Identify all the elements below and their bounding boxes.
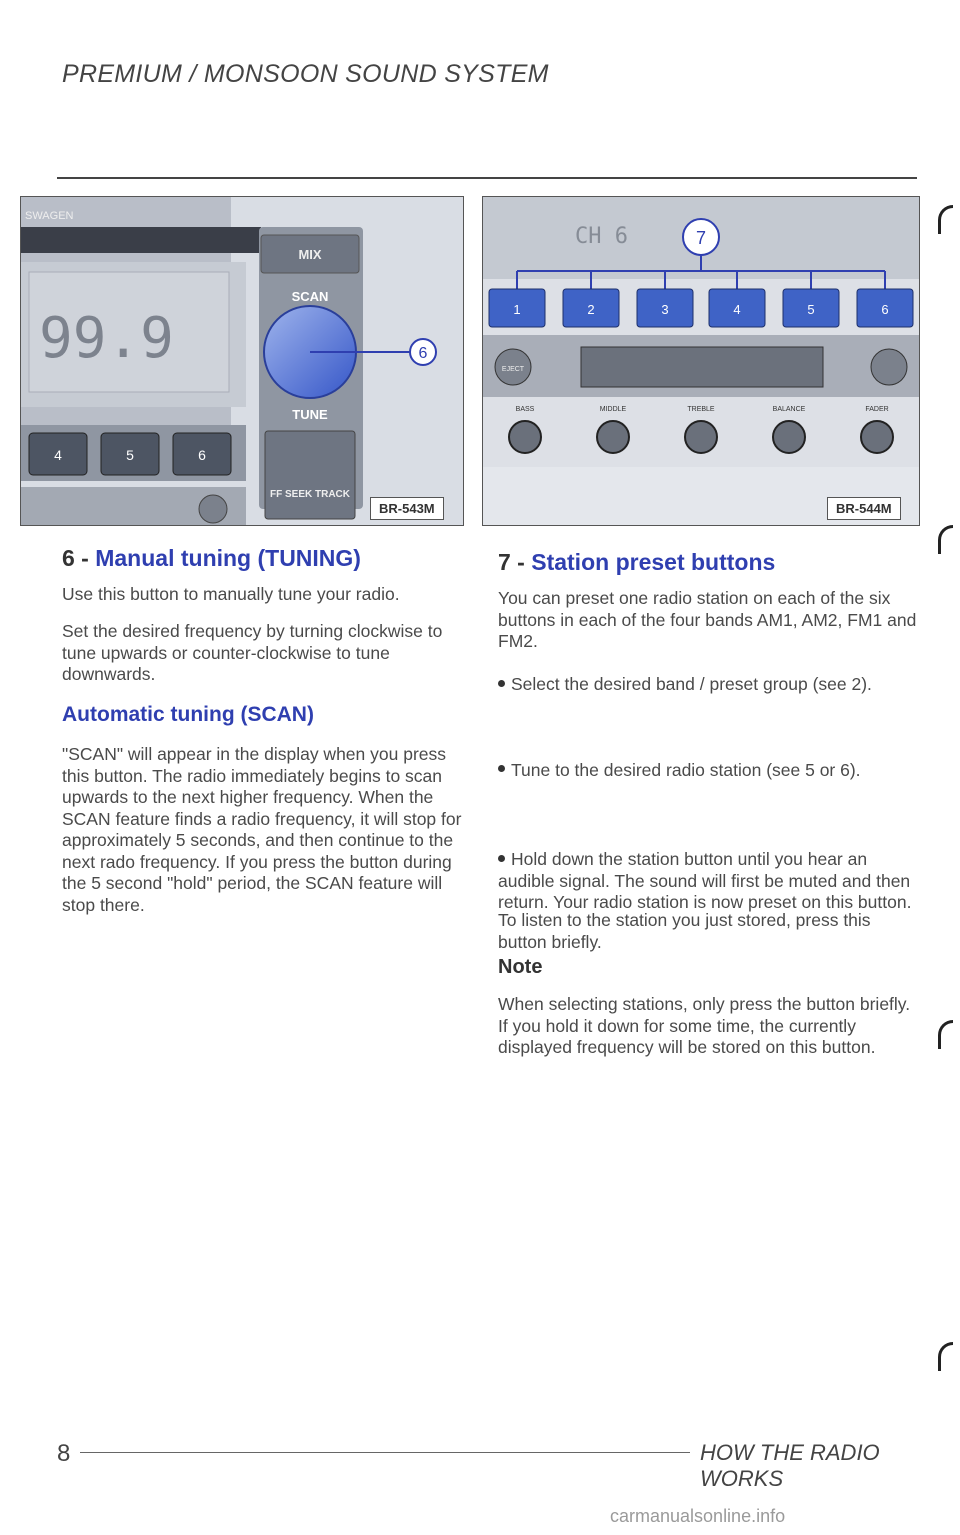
section-6-number: 6 - [62, 545, 89, 571]
channel-readout: CH 6 [575, 224, 628, 249]
preset-buttons-left[interactable] [29, 433, 231, 475]
figure-radio-tune-knob [20, 196, 464, 526]
automatic-tuning-para: "SCAN" will appear in the display when you press this button. The radio immediately begins to scan upwards to the next higher frequency. When the SCAN feature finds a radio frequency, it will stop for approximately 5 seconds, and then continue to the next rado frequency. If you press the button during the 5 second "hold" period, the SCAN feature will stop there. [62, 744, 462, 915]
svg-text:6: 6 [198, 447, 206, 463]
margin-mark [938, 525, 953, 554]
note-text: When selecting stations, only press the button briefly. If you hold it down for some time, the currently displayed frequency will be stored on this button. [498, 994, 911, 1057]
figure-label-br544m: BR-544M [827, 497, 901, 520]
section-7-number: 7 - [498, 549, 525, 575]
scan-label: SCAN [291, 289, 329, 304]
svg-text:4: 4 [733, 302, 741, 317]
page-header-title: PREMIUM / MONSOON SOUND SYSTEM [62, 60, 549, 88]
svg-text:5: 5 [807, 302, 815, 317]
display-readout: 99.9 [39, 306, 174, 371]
page-number: 8 [57, 1440, 71, 1467]
section-6-title [62, 545, 462, 572]
header-divider [57, 177, 917, 179]
section-6-para-2: Set the desired frequency by turning clockwise to tune upwards or counter-clockwise to tune downwards. [62, 621, 443, 684]
svg-text:FADER: FADER [865, 406, 889, 413]
svg-text:4: 4 [54, 447, 62, 463]
figure-label-br543m: BR-543M [370, 497, 444, 520]
figure-preset-buttons [482, 196, 920, 526]
mix-button[interactable] [261, 235, 359, 273]
bullet-dot [498, 855, 505, 862]
bullet-tune-station-text: Tune to the desired radio station (see 5 or 6). [511, 759, 861, 780]
svg-text:MIDDLE: MIDDLE [599, 406, 627, 413]
callout-7-label: 7 [695, 228, 707, 248]
margin-mark [938, 1020, 953, 1049]
bullet-hold-button [498, 849, 918, 914]
svg-text:FF SEEK TRACK: FF SEEK TRACK [270, 489, 350, 500]
section-7-para-1: You can preset one radio station on each of the six buttons in each of the four bands AM1, AM2, FM1 and FM2. [498, 588, 917, 651]
margin-mark [938, 1342, 953, 1371]
section-6-para-1: Use this button to manually tune your radio. [62, 584, 400, 604]
watermark-text: carmanualsonline.info [610, 1506, 786, 1526]
note-heading: Note [498, 956, 543, 978]
svg-text:BASS: BASS [515, 406, 535, 413]
svg-text:MIX: MIX [298, 247, 322, 262]
bullet-tune-station [498, 760, 918, 782]
svg-text:2: 2 [587, 302, 595, 317]
svg-text:EJECT: EJECT [501, 366, 525, 373]
tune-label: TUNE [292, 407, 328, 422]
cassette-slot [581, 347, 823, 387]
callout-6-label: 6 [418, 345, 428, 362]
svg-text:5: 5 [126, 447, 134, 463]
bullet-dot [498, 680, 505, 687]
svg-text:BALANCE: BALANCE [772, 406, 806, 413]
frequency-display [29, 272, 229, 392]
bullet-hold-button-text: Hold down the station button until you hear an audible signal. The sound will first be muted and then return. Your radio station is now preset on this button. [498, 849, 912, 912]
automatic-tuning-title: Automatic tuning (SCAN) [62, 703, 314, 726]
footer-divider [80, 1452, 690, 1453]
radio-tune-illustration [21, 197, 463, 525]
brand-text: SWAGEN [25, 210, 74, 222]
bullet-dot [498, 765, 505, 772]
svg-text:3: 3 [661, 302, 669, 317]
bullet-select-band [498, 674, 918, 696]
seek-button[interactable] [265, 431, 355, 519]
svg-text:TREBLE: TREBLE [687, 406, 715, 413]
bullet-select-band-text: Select the desired band / preset group (see 2). [511, 674, 872, 694]
margin-mark [938, 205, 953, 234]
radio-preset-illustration [483, 197, 919, 525]
section-7-para-2: To listen to the station you just stored, press this button briefly. [498, 910, 871, 952]
section-7-title [498, 549, 918, 576]
footer-section-title: HOW THE RADIO WORKS [700, 1440, 880, 1491]
svg-text:6: 6 [881, 302, 889, 317]
section-7-heading: Station preset buttons [531, 549, 776, 575]
svg-text:1: 1 [513, 302, 521, 317]
section-6-heading: Manual tuning (TUNING) [95, 545, 361, 571]
